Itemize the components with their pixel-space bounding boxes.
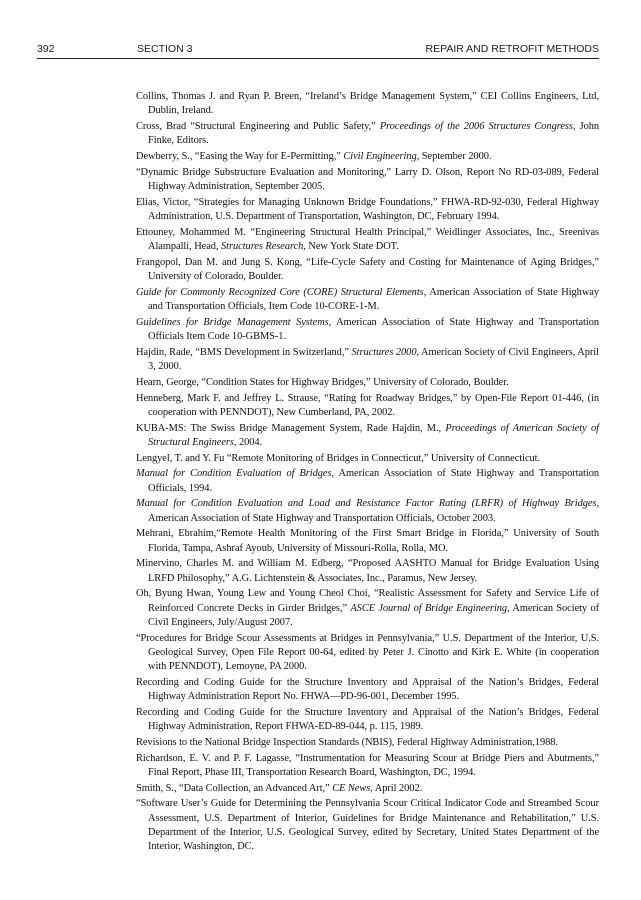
reference-text: , American Association of State Highway and Transportation Officials, October 2003. [148, 498, 599, 524]
chapter-title: REPAIR AND RETROFIT METHODS [425, 43, 599, 55]
reference-text: , April 2002. [370, 782, 423, 794]
reference-entry [136, 316, 599, 344]
reference-entry [136, 497, 599, 525]
reference-text: Oh, Byung Hwan, Young Lew and Young Cheol Choi, “Realistic Assessment for Safety and Service Life of Reinforced Concrete Decks in Girder Bridges,” [136, 588, 599, 614]
reference-text: , September 2000. [416, 151, 492, 162]
reference-entry [136, 166, 599, 194]
reference-text: Minervino, Charles M. and William M. Edberg, “Proposed AASHTO Manual for Bridge Evaluation Using LRFD Philosophy,” A.G. Lichtenstein & Associates, Inc., Paramus, New Jersey. [136, 558, 599, 584]
reference-text: , American Association of State Highway and Transportation Officials, 1994. [148, 468, 599, 494]
reference-text: KUBA-MS: The Swiss Bridge Management System, Rade Hajdin, M., [136, 422, 446, 434]
reference-entry [136, 587, 599, 630]
reference-entry [136, 256, 599, 284]
reference-entry [136, 752, 599, 780]
header-rule [37, 58, 599, 59]
reference-text: Richardson, E. V. and P. F. Lagasse, “Instrumentation for Measuring Scour at Bridge Piers and Abutments,” Final Report, Phase III, Transportation Research Board, Washington, DC, 1994. [136, 752, 599, 778]
reference-entry [136, 226, 599, 254]
reference-text: “Procedures for Bridge Scour Assessments at Bridges in Pennsylvania,” U.S. Department of the Interior, U.S. Geological Survey, Open File Report 00-64, edited by Peter J. Cinotto and Kirk E. White (in cooperation with PENNDOT), Lemoyne, PA 2000. [136, 632, 599, 672]
reference-entry [136, 557, 599, 585]
reference-text: Cross, Brad “Structural Engineering and Public Safety,” [136, 121, 380, 132]
reference-italic-text: CE News [332, 782, 371, 794]
reference-text: , New York State DOT. [303, 241, 399, 252]
reference-entry [136, 120, 599, 148]
reference-text: Recording and Coding Guide for the Structure Inventory and Appraisal of the Nation’s Bridges, Federal Highway Administration, Report FHWA-ED-89-044, p. 115, 1989. [136, 706, 599, 732]
reference-text: Recording and Coding Guide for the Structure Inventory and Appraisal of the Nation’s Bridges, Federal Highway Administration Report No. FHWA—PD-96-001, December 1995. [136, 676, 599, 702]
reference-text: “Dynamic Bridge Substructure Evaluation and Monitoring,” Larry D. Olson, Report No RD-03-089, Federal Highway Administration, September 2005. [136, 166, 599, 192]
reference-text: , American Society of Civil Engineers, April 3, 2000. [148, 346, 599, 372]
reference-text: Collins, Thomas J. and Ryan P. Breen, “Ireland’s Bridge Management System,” CEI Collins Engineers, Ltd, Dublin, Ireland. [136, 91, 599, 117]
reference-text: Elias, Victor, “Strategies for Managing Unknown Bridge Foundations,” FHWA-RD-92-030, Federal Highway Administration, U.S. Department of Transportation, Washington, DC, February 1994. [136, 196, 599, 222]
reference-text: Revisions to the National Bridge Inspection Standards (NBIS), Federal Highway Administration,1988. [136, 736, 558, 748]
reference-text: Mehrani, Ebrahim,“Remote Health Monitoring of the First Smart Bridge in Florida,” University of South Florida, Tampa, Ashraf Ayoub, University of Missouri-Rolla, Rolla, MO. [136, 528, 599, 554]
section-label: SECTION 3 [137, 43, 193, 55]
reference-entry [136, 632, 599, 675]
reference-text: , American Association of State Highway and Transportation Officials, Item Code 10-CORE-1-M. [148, 286, 599, 312]
reference-text: “Software User’s Guide for Determining the Pennsylvania Scour Critical Indicator Code and Streambed Scour Assessment, U.S. Department of Interior, Guidelines for Bridge Maintenance and Rehabilitation,” U.S. Department of the Interior, U.S. Geological Survey, edited by Secretary, United States Department of the Interior, Washington, DC. [136, 798, 599, 852]
reference-entry [136, 452, 599, 466]
reference-italic-text: Proceedings of the 2006 Structures Congress [379, 121, 573, 132]
reference-text: Hajdin, Rade, “BMS Development in Switzerland,” [136, 346, 352, 358]
reference-italic-text: Manual for Condition Evaluation and Load and Resistance Factor Rating (LRFR) of Highway Bridges [136, 498, 597, 510]
page-number: 392 [37, 43, 55, 55]
reference-entry [136, 797, 599, 854]
reference-entry [136, 422, 599, 450]
reference-entry [136, 196, 599, 224]
reference-text: Hearn, George, “Condition States for Highway Bridges,” University of Colorado, Boulder. [136, 376, 509, 388]
reference-text: , 2004. [233, 436, 263, 448]
reference-text: Smith, S., “Data Collection, an Advanced Art,” [136, 782, 333, 794]
reference-text: Henneberg, Mark F. and Jeffrey L. Strause, “Rating for Roadway Bridges,” by Open-File Report 01-446, (in cooperation with PENNDOT), New Cumberland, PA, 2002. [136, 392, 599, 418]
reference-text: , American Association of State Highway and Transportation Officials Item Code 10-GBMS-1. [148, 316, 599, 342]
reference-italic-text: Manual for Condition Evaluation of Bridges [136, 468, 332, 480]
reference-text: Lengyel, T. and Y. Fu “Remote Monitoring of Bridges in Connecticut,” University of Connecticut. [136, 452, 541, 464]
reference-italic-text: Proceedings of American Society of Structural Engineers [148, 422, 599, 448]
reference-text: , American Society of Civil Engineers, July/August 2007. [148, 602, 600, 628]
reference-italic-text: Structures Research [221, 241, 304, 252]
page-header [37, 43, 599, 57]
reference-entry [136, 527, 599, 555]
reference-italic-text: Structures 2000 [351, 346, 417, 358]
reference-entry [136, 376, 599, 390]
reference-entry [136, 706, 599, 734]
reference-entry [136, 736, 599, 750]
reference-entry [136, 676, 599, 704]
reference-text: Dewberry, S., “Easing the Way for E-Permitting,” [136, 151, 344, 162]
reference-entry [136, 392, 599, 420]
reference-entry [136, 286, 599, 314]
reference-entry [136, 150, 599, 164]
reference-italic-text: Guide for Commonly Recognized Core (CORE) Structural Elements [136, 286, 424, 298]
reference-entry [136, 467, 599, 495]
reference-list [136, 90, 599, 856]
reference-entry [136, 346, 599, 374]
reference-text: , John Finke, Editors. [148, 121, 600, 147]
reference-text: Frangopol, Dan M. and Jung S. Kong, “Life-Cycle Safety and Costing for Maintenance of Aging Bridges,” University of Colorado, Boulder. [136, 256, 599, 282]
reference-italic-text: ASCE Journal of Bridge Engineering [350, 602, 508, 614]
reference-italic-text: Civil Engineering [343, 151, 417, 162]
reference-text: Ettouney, Mohammed M. “Engineering Structural Health Principal,” Weidlinger Associates, Inc., Sreenivas Alampalli, Head, [136, 226, 599, 252]
reference-italic-text: Guidelines for Bridge Management Systems [136, 316, 329, 328]
reference-entry [136, 782, 599, 796]
reference-entry [136, 90, 599, 118]
